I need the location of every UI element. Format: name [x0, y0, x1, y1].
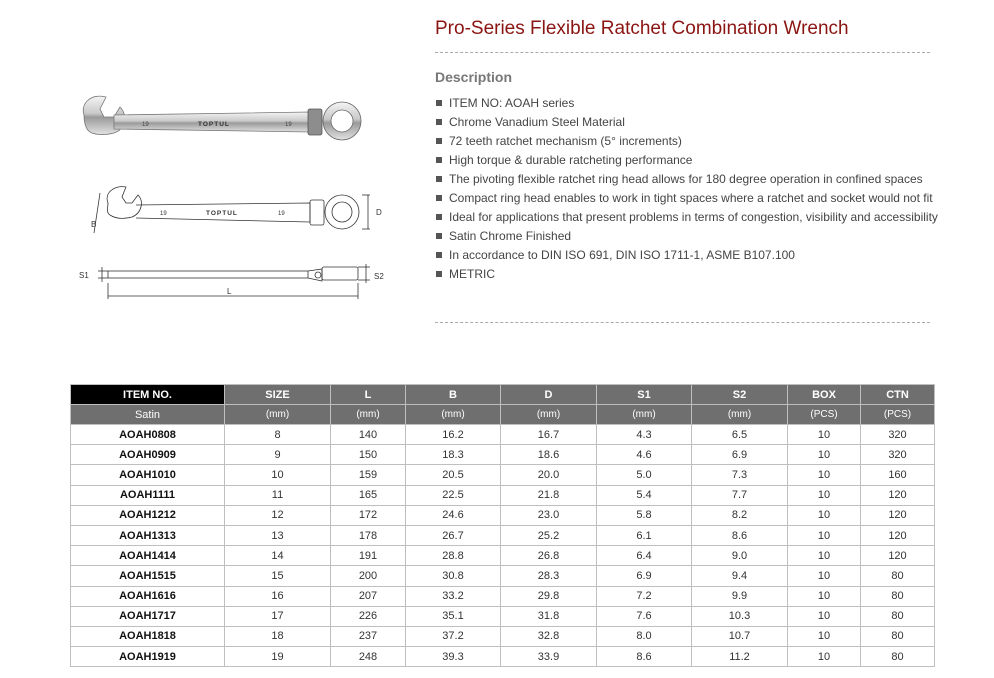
table-cell: 31.8	[501, 606, 597, 626]
square-bullet-icon	[436, 119, 442, 125]
table-cell: 26.7	[406, 525, 501, 545]
table-cell: 10	[788, 505, 861, 525]
column-header: S1	[597, 385, 692, 405]
table-cell: 10	[788, 546, 861, 566]
table-unit-row	[71, 405, 935, 425]
table-cell: 19	[225, 647, 331, 667]
feature-item	[435, 246, 930, 265]
feature-item	[435, 94, 930, 113]
table-cell: 23.0	[501, 505, 597, 525]
divider-bottom	[435, 322, 930, 323]
table-cell: 39.3	[406, 647, 501, 667]
wrench-drawing-side	[98, 264, 370, 299]
column-unit: (mm)	[501, 405, 597, 425]
table-cell: 9.9	[692, 586, 788, 606]
table-cell: 4.3	[597, 425, 692, 445]
table-cell: 20.0	[501, 465, 597, 485]
table-cell: 16.2	[406, 425, 501, 445]
table-cell: 226	[331, 606, 406, 626]
table-row	[71, 485, 935, 505]
table-row	[71, 445, 935, 465]
product-info	[435, 16, 938, 323]
product-image	[70, 85, 390, 315]
table-cell: 207	[331, 586, 406, 606]
table-cell: 172	[331, 505, 406, 525]
table-row	[71, 546, 935, 566]
square-bullet-icon	[436, 138, 442, 144]
table-cell: 80	[861, 606, 935, 626]
table-cell: 6.5	[692, 425, 788, 445]
table-cell: 7.3	[692, 465, 788, 485]
table-cell: 37.2	[406, 626, 501, 646]
drawing-top-size-right: 19	[278, 211, 285, 217]
feature-text: Compact ring head enables to work in tight spaces where a ratchet and socket would not fit	[449, 191, 933, 205]
wrench-photo-size-left: 19	[142, 122, 149, 128]
table-cell: 191	[331, 546, 406, 566]
column-header: L	[331, 385, 406, 405]
column-unit: (mm)	[225, 405, 331, 425]
table-cell: 9	[225, 445, 331, 465]
square-bullet-icon	[436, 252, 442, 258]
table-cell: 248	[331, 647, 406, 667]
table-cell: 120	[861, 505, 935, 525]
table-cell: 20.5	[406, 465, 501, 485]
feature-item	[435, 132, 930, 151]
feature-text: Chrome Vanadium Steel Material	[449, 115, 625, 129]
table-row	[71, 505, 935, 525]
table-cell: 28.3	[501, 566, 597, 586]
item-number-cell: AOAH0808	[71, 425, 225, 445]
column-header: S2	[692, 385, 788, 405]
table-cell: 160	[861, 465, 935, 485]
table-cell: 140	[331, 425, 406, 445]
table-cell: 10	[788, 445, 861, 465]
dimension-label-d: D	[376, 208, 382, 217]
table-cell: 120	[861, 525, 935, 545]
wrench-photo-brand: TOPTUL	[198, 121, 230, 128]
feature-item	[435, 113, 930, 132]
table-cell: 16.7	[501, 425, 597, 445]
dimension-label-b: B	[91, 220, 97, 229]
table-cell: 7.2	[597, 586, 692, 606]
column-unit: (mm)	[692, 405, 788, 425]
table-cell: 6.9	[692, 445, 788, 465]
feature-list	[435, 94, 938, 284]
table-cell: 26.8	[501, 546, 597, 566]
table-cell: 32.8	[501, 626, 597, 646]
column-header: CTN	[861, 385, 935, 405]
item-number-cell: AOAH1919	[71, 647, 225, 667]
table-cell: 80	[861, 566, 935, 586]
table-cell: 80	[861, 647, 935, 667]
table-cell: 14	[225, 546, 331, 566]
table-cell: 8.6	[597, 647, 692, 667]
column-unit: (mm)	[331, 405, 406, 425]
table-cell: 237	[331, 626, 406, 646]
table-cell: 6.9	[597, 566, 692, 586]
table-cell: 7.7	[692, 485, 788, 505]
item-number-cell: AOAH1212	[71, 505, 225, 525]
table-cell: 178	[331, 525, 406, 545]
table-cell: 11	[225, 485, 331, 505]
table-cell: 9.4	[692, 566, 788, 586]
table-cell: 6.4	[597, 546, 692, 566]
table-row	[71, 425, 935, 445]
spec-table	[70, 384, 935, 667]
table-cell: 10	[788, 485, 861, 505]
feature-text: METRIC	[449, 267, 495, 281]
table-cell: 10	[788, 626, 861, 646]
feature-item	[435, 151, 930, 170]
table-cell: 11.2	[692, 647, 788, 667]
table-row	[71, 606, 935, 626]
square-bullet-icon	[436, 271, 442, 277]
table-cell: 29.8	[501, 586, 597, 606]
square-bullet-icon	[436, 195, 442, 201]
table-row	[71, 465, 935, 485]
dimension-label-l: L	[227, 287, 232, 296]
table-cell: 8.2	[692, 505, 788, 525]
description-heading: Description	[435, 69, 513, 85]
page-title: Pro-Series Flexible Ratchet Combination Wrench	[435, 18, 849, 39]
table-cell: 9.0	[692, 546, 788, 566]
table-cell: 10.3	[692, 606, 788, 626]
feature-text: Ideal for applications that present problems in terms of congestion, visibility and accessibility	[449, 210, 938, 224]
wrench-photo	[83, 96, 361, 140]
feature-text: In accordance to DIN ISO 691, DIN ISO 1711-1, ASME B107.100	[449, 248, 795, 262]
item-number-cell: AOAH1313	[71, 525, 225, 545]
feature-item	[435, 227, 930, 246]
item-number-cell: AOAH1414	[71, 546, 225, 566]
table-cell: 10	[788, 425, 861, 445]
drawing-top-brand: TOPTUL	[206, 210, 238, 217]
table-cell: 10.7	[692, 626, 788, 646]
square-bullet-icon	[436, 233, 442, 239]
table-row	[71, 566, 935, 586]
table-body	[71, 425, 935, 667]
table-cell: 18	[225, 626, 331, 646]
column-unit: (mm)	[597, 405, 692, 425]
table-cell: 80	[861, 586, 935, 606]
divider-top	[435, 52, 930, 53]
table-header-row	[71, 385, 935, 405]
drawing-top-size-left: 19	[160, 211, 167, 217]
table-cell: 10	[788, 525, 861, 545]
table-cell: 12	[225, 505, 331, 525]
item-number-cell: AOAH1818	[71, 626, 225, 646]
feature-text: High torque & durable ratcheting performance	[449, 153, 693, 167]
table-cell: 320	[861, 425, 935, 445]
table-cell: 35.1	[406, 606, 501, 626]
feature-text: 72 teeth ratchet mechanism (5° increments)	[449, 134, 682, 148]
table-cell: 320	[861, 445, 935, 465]
table-cell: 10	[788, 465, 861, 485]
table-cell: 33.9	[501, 647, 597, 667]
table-cell: 120	[861, 546, 935, 566]
table-cell: 18.6	[501, 445, 597, 465]
table-cell: 33.2	[406, 586, 501, 606]
table-cell: 10	[788, 606, 861, 626]
table-cell: 150	[331, 445, 406, 465]
table-cell: 17	[225, 606, 331, 626]
item-number-cell: AOAH0909	[71, 445, 225, 465]
square-bullet-icon	[436, 157, 442, 163]
table-cell: 159	[331, 465, 406, 485]
column-header: D	[501, 385, 597, 405]
table-row	[71, 586, 935, 606]
square-bullet-icon	[436, 176, 442, 182]
table-cell: 25.2	[501, 525, 597, 545]
item-number-cell: AOAH1515	[71, 566, 225, 586]
table-cell: 8	[225, 425, 331, 445]
table-row	[71, 525, 935, 545]
square-bullet-icon	[436, 100, 442, 106]
table-cell: 200	[331, 566, 406, 586]
column-unit: (PCS)	[788, 405, 861, 425]
item-number-cell: AOAH1010	[71, 465, 225, 485]
table-cell: 8.6	[692, 525, 788, 545]
item-number-cell: AOAH1616	[71, 586, 225, 606]
table-cell: 7.6	[597, 606, 692, 626]
table-cell: 10	[225, 465, 331, 485]
item-number-cell: AOAH1111	[71, 485, 225, 505]
table-cell: 120	[861, 485, 935, 505]
table-cell: 6.1	[597, 525, 692, 545]
dimension-label-s2: S2	[374, 272, 384, 281]
dimension-label-s1: S1	[79, 271, 89, 280]
table-row	[71, 647, 935, 667]
item-number-cell: AOAH1717	[71, 606, 225, 626]
feature-item	[435, 265, 930, 284]
table-cell: 4.6	[597, 445, 692, 465]
table-cell: 24.6	[406, 505, 501, 525]
table-cell: 5.0	[597, 465, 692, 485]
table-cell: 5.8	[597, 505, 692, 525]
table-cell: 8.0	[597, 626, 692, 646]
table-cell: 10	[788, 566, 861, 586]
wrench-photo-size-right: 19	[285, 122, 292, 128]
square-bullet-icon	[436, 214, 442, 220]
table-cell: 5.4	[597, 485, 692, 505]
feature-text: Satin Chrome Finished	[449, 229, 572, 243]
table-cell: 165	[331, 485, 406, 505]
column-header: BOX	[788, 385, 861, 405]
column-unit: (mm)	[406, 405, 501, 425]
feature-item	[435, 189, 933, 208]
column-unit: (PCS)	[861, 405, 935, 425]
table-cell: 15	[225, 566, 331, 586]
column-unit: Satin	[71, 405, 225, 425]
column-header: ITEM NO.	[71, 385, 225, 405]
table-cell: 13	[225, 525, 331, 545]
table-cell: 30.8	[406, 566, 501, 586]
table-cell: 21.8	[501, 485, 597, 505]
table-cell: 10	[788, 647, 861, 667]
table-row	[71, 626, 935, 646]
column-header: B	[406, 385, 501, 405]
table-cell: 10	[788, 586, 861, 606]
feature-text: ITEM NO: AOAH series	[449, 96, 575, 110]
table-cell: 18.3	[406, 445, 501, 465]
feature-item	[435, 208, 938, 227]
column-header: SIZE	[225, 385, 331, 405]
feature-item	[435, 170, 930, 189]
table-cell: 80	[861, 626, 935, 646]
table-cell: 22.5	[406, 485, 501, 505]
table-cell: 16	[225, 586, 331, 606]
feature-text: The pivoting flexible ratchet ring head allows for 180 degree operation in confined spaces	[449, 172, 923, 186]
table-cell: 28.8	[406, 546, 501, 566]
